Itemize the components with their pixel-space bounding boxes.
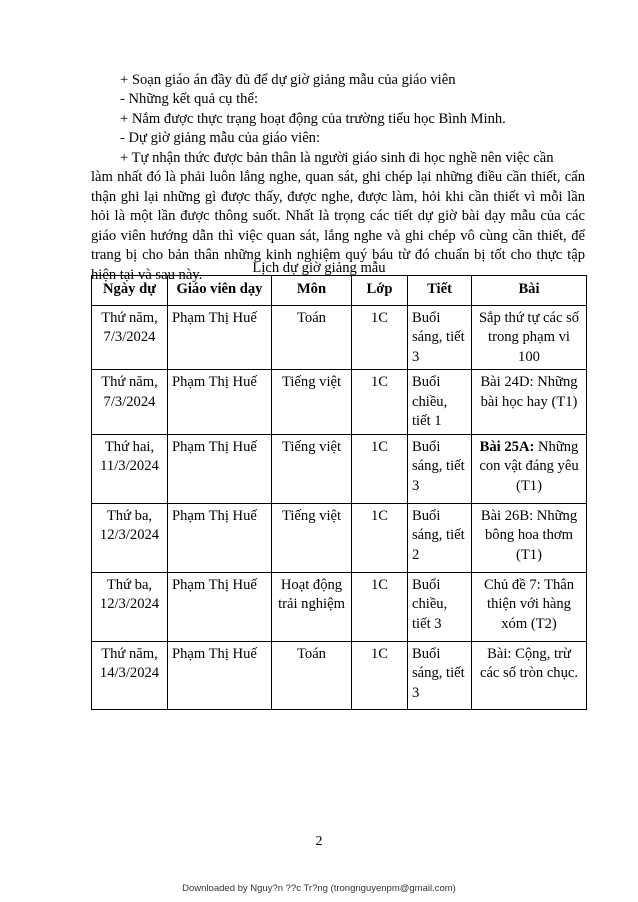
header-lesson: Bài: [472, 276, 587, 306]
cell-lesson: [472, 370, 587, 435]
table-row: [92, 370, 587, 435]
header-teacher: Giáo viên dạy: [168, 276, 272, 306]
cell-day: Thứ ba, 12/3/2024: [92, 572, 168, 641]
cell-lesson: [472, 305, 587, 370]
paragraph-body: làm nhất đó là phải luôn lắng nghe, quan sát, ghi chép lại những điều cần thiết, cẩn thận ghi lại những gì được thấy, được nghe, được làm, hỏi khi cần thiết vì mỗi lần hỏi là một lần được thông suốt. Nhất là trọng các tiết dự giờ bài dạy mẫu của các giáo viên hướng dẫn thì việc quan sát, lắng nghe và ghi chép vô cùng cần thiết, để trang bị cho bản thân những kinh nghiệm quý báu từ đó chuẩn bị tốt cho thực tập hiện tại và sau này.: [91, 169, 585, 283]
cell-teacher: Phạm Thị Huế: [168, 370, 272, 435]
cell-subject: Hoạt động trải nghiệm: [272, 572, 352, 641]
body-line-1: + Soạn giáo án đầy đủ để dự giờ giảng mẫu của giáo viên: [120, 72, 456, 88]
cell-class: 1C: [352, 370, 408, 435]
cell-teacher: Phạm Thị Huế: [168, 434, 272, 503]
cell-period: Buổi chiều, tiết 1: [408, 370, 472, 435]
cell-teacher: Phạm Thị Huế: [168, 641, 272, 709]
header-class: Lớp: [352, 276, 408, 306]
cell-period: Buổi sáng, tiết 3: [408, 641, 472, 709]
lesson-bold: Bài 25A:: [479, 438, 535, 455]
cell-lesson: [472, 641, 587, 709]
cell-teacher: Phạm Thị Huế: [168, 572, 272, 641]
cell-day: Thứ năm, 14/3/2024: [92, 641, 168, 709]
table-row: [92, 503, 587, 572]
cell-subject: Tiếng việt: [272, 503, 352, 572]
body-line-2: - Những kết quả cụ thể:: [120, 91, 258, 107]
cell-day: Thứ năm, 7/3/2024: [92, 305, 168, 370]
download-footer: Downloaded by Nguy?n ??c Tr?ng (trongnguyenpm@gmail.com): [182, 883, 456, 894]
lesson-text: Sắp thứ tự các số trong phạm vi 100: [478, 309, 580, 365]
cell-subject: Tiếng việt: [272, 370, 352, 435]
table-row: [92, 641, 587, 709]
cell-period: Buổi sáng, tiết 3: [408, 305, 472, 370]
cell-subject: Tiếng việt: [272, 434, 352, 503]
lesson-text: Bài 26B: Những bông hoa thơm (T1): [480, 507, 578, 563]
body-line-3: + Nắm được thực trạng hoạt động của trường tiểu học Bình Minh.: [120, 111, 506, 127]
cell-class: 1C: [352, 434, 408, 503]
cell-lesson: [472, 503, 587, 572]
cell-day: Thứ năm, 7/3/2024: [92, 370, 168, 435]
cell-class: 1C: [352, 305, 408, 370]
cell-period: Buổi chiều, tiết 3: [408, 572, 472, 641]
cell-class: 1C: [352, 641, 408, 709]
schedule-table: [91, 275, 587, 710]
cell-teacher: Phạm Thị Huế: [168, 503, 272, 572]
lesson-text: Bài: Cộng, trừ các số tròn chục.: [479, 645, 579, 681]
cell-period: Buổi sáng, tiết 2: [408, 503, 472, 572]
body-line-4: - Dự giờ giảng mẫu của giáo viên:: [120, 130, 321, 146]
header-period: Tiết: [408, 276, 472, 306]
cell-period: Buổi sáng, tiết 3: [408, 434, 472, 503]
cell-class: 1C: [352, 503, 408, 572]
table-header-row: [92, 276, 587, 306]
cell-day: Thứ ba, 12/3/2024: [92, 503, 168, 572]
cell-subject: Toán: [272, 641, 352, 709]
cell-lesson: [472, 434, 587, 503]
header-day: Ngày dự: [92, 276, 168, 306]
cell-lesson: [472, 572, 587, 641]
lesson-text: Bài 24D: Những bài học hay (T1): [480, 374, 578, 410]
table-caption: Lịch dự giờ giảng mẫu: [252, 260, 386, 276]
header-subject: Môn: [272, 276, 352, 306]
cell-subject: Toán: [272, 305, 352, 370]
lesson-text: Những con vật đáng yêu (T1): [479, 438, 579, 494]
table-row: [92, 434, 587, 503]
cell-teacher: Phạm Thị Huế: [168, 305, 272, 370]
cell-day: Thứ hai, 11/3/2024: [92, 434, 168, 503]
table-row: [92, 572, 587, 641]
paragraph-first-line: + Tự nhận thức được bản thân là người giáo sinh đi học nghề nên việc cần: [120, 150, 554, 166]
lesson-text: Chủ đề 7: Thân thiện với hàng xóm (T2): [483, 576, 575, 632]
table-row: [92, 305, 587, 370]
cell-class: 1C: [352, 572, 408, 641]
page-number: 2: [315, 834, 323, 849]
